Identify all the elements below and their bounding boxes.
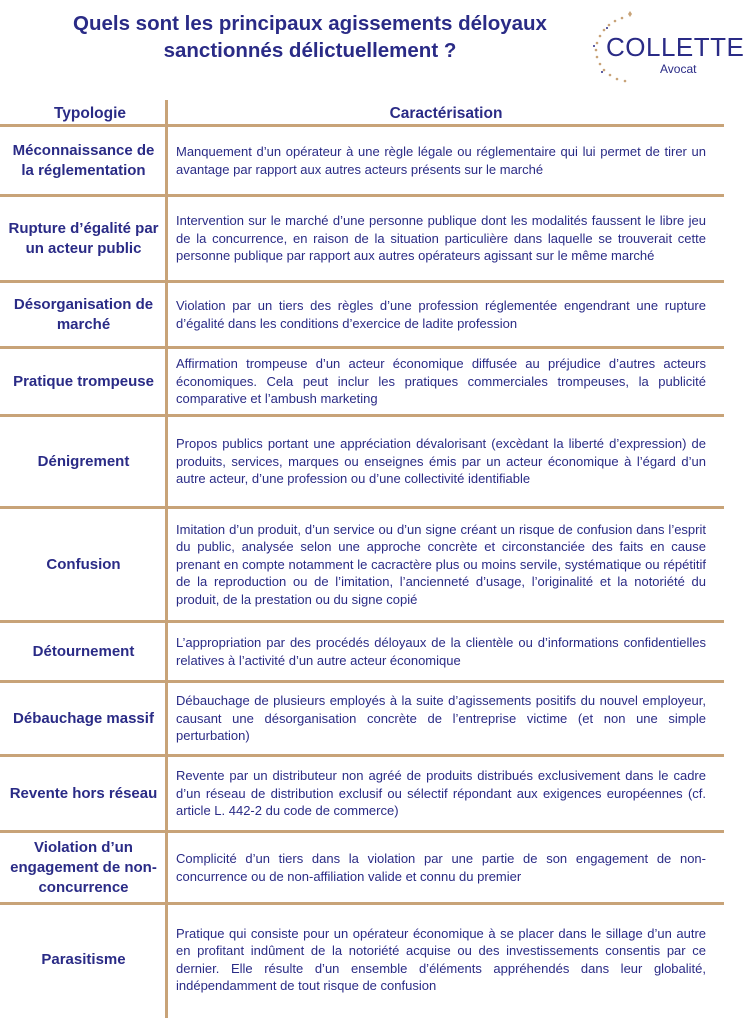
page-title bbox=[30, 10, 590, 64]
caracterisation-cell bbox=[176, 757, 706, 830]
caracterisation-text: Imitation d’un produit, d’un service ou d’un signe créant un risque de confusion dans l’esprit du public, analysée selon une approche concrète et circonstanciée des faits en cause prenant en compte notamment le cacractère plus ou moins servile, systématique ou répétitif de la reproduction ou de l’imitation, l’ancienneté d’usage, l’originalité et la notoriété du produit, de la prestation ou du signe copié bbox=[176, 521, 706, 607]
collette-logo bbox=[582, 10, 744, 88]
table-row bbox=[0, 680, 724, 754]
typologie-cell: Revente hors réseau bbox=[9, 784, 158, 802]
table-row bbox=[0, 620, 724, 680]
caracterisation-text: Complicité d’un tiers dans la violation par une partie de son engagement de non-concurrence ou de non-affiliation valide et connu du premier bbox=[176, 851, 706, 884]
caracterisation-text: Manquement d’un opérateur à une règle légale ou réglementaire qui lui permet de tirer un avantage par rapport aux autres acteurs présents sur le marché bbox=[176, 144, 706, 177]
caracterisation-cell bbox=[176, 509, 706, 620]
typologie-cell: Détournement bbox=[32, 642, 135, 660]
typologie-cell: Débauchage massif bbox=[13, 709, 154, 727]
caracterisation-cell bbox=[176, 349, 706, 414]
caracterisation-text: Affirmation trompeuse d’un acteur économique diffusée au préjudice d’autres acteurs économiques. Cela peut inclur les pratiques commerciales trompeuses, la publicité comparative et l’ambush marketing bbox=[176, 356, 706, 407]
caracterisation-text: Revente par un distributeur non agréé de produits distribués exclusivement dans le cadre d’un réseau de distribution exclusif ou sélectif répondant aux exigences européennes (cf. article L. 442-2 du code de commerce) bbox=[176, 768, 706, 819]
header-caracterisation: Caractérisation bbox=[389, 105, 503, 122]
table-row bbox=[0, 194, 724, 280]
caracterisation-cell bbox=[176, 197, 706, 280]
caracterisation-cell bbox=[176, 833, 706, 902]
table-row bbox=[0, 346, 724, 414]
caracterisation-cell bbox=[176, 683, 706, 754]
typologie-cell: Confusion bbox=[46, 555, 121, 573]
header-typologie: Typologie bbox=[53, 105, 127, 122]
caracterisation-text: Pratique qui consiste pour un opérateur économique à se placer dans le sillage d’un autre en profitant indûment de la notoriété acquise ou des investissements consentis par ce dernier. Elle résulte d’un ensemble d’éléments appréhendés dans leur globalité, indépendamment de tout risque de confusion bbox=[176, 925, 706, 993]
caracterisation-cell bbox=[176, 623, 706, 680]
table-row bbox=[0, 280, 724, 346]
caracterisation-cell bbox=[176, 417, 706, 506]
table-row bbox=[0, 506, 724, 620]
title-line-2: sanctionnés délictuellement ? bbox=[163, 39, 457, 62]
table-row bbox=[0, 754, 724, 830]
agissements-table bbox=[0, 100, 724, 1018]
table-row bbox=[0, 124, 724, 194]
logo-subtitle: Avocat bbox=[660, 62, 697, 76]
caracterisation-text: Débauchage de plusieurs employés à la suite d’agissements positifs du nouvel employeur, causant une désorganisation concrète de l’entreprise victime (et non une simple perturbation) bbox=[176, 693, 706, 744]
caracterisation-text: Intervention sur le marché d’une personne publique dont les modalités faussent le libre jeu de la concurrence, en raison de la situation particulière dans laquelle se trouverait cette personne publique par rapport aux autres opérateurs agissant sur le même marché bbox=[176, 213, 706, 264]
caracterisation-text: Propos publics portant une appréciation dévalorisant (excèdant la liberté d’expression) de produits, services, marques ou enseignes émis par un acteur économique à l’égard d’un autre acteur, d’une profession ou d’une collectivité identifiable bbox=[176, 436, 706, 487]
typologie-cell: Rupture d’égalité par un acteur public bbox=[8, 219, 159, 257]
typologie-cell: Méconnaissance de la réglementation bbox=[12, 141, 155, 179]
typologie-cell: Désorganisation de marché bbox=[13, 295, 154, 333]
table-row bbox=[0, 902, 724, 1014]
typologie-cell: Violation d’un engagement de non-concurrence bbox=[10, 838, 157, 896]
logo-name: COLLETTE bbox=[606, 32, 744, 62]
caracterisation-cell bbox=[176, 127, 706, 194]
typologie-cell: Parasitisme bbox=[41, 950, 126, 968]
title-line-1: Quels sont les principaux agissements déloyaux bbox=[73, 12, 547, 35]
table-row bbox=[0, 830, 724, 902]
caracterisation-text: L’appropriation par des procédés déloyaux de la clientèle ou d’informations confidentielles relatives à l’activité d’un autre acteur économique bbox=[176, 635, 706, 668]
caracterisation-text: Violation par un tiers des règles d’une profession réglementée engendrant une rupture d’égalité dans les conditions d’exercice de ladite profession bbox=[176, 298, 706, 331]
table-row bbox=[0, 414, 724, 506]
typologie-cell: Dénigrement bbox=[37, 452, 130, 470]
typologie-cell: Pratique trompeuse bbox=[13, 372, 154, 390]
caracterisation-cell bbox=[176, 283, 706, 346]
caracterisation-cell bbox=[176, 905, 706, 1014]
